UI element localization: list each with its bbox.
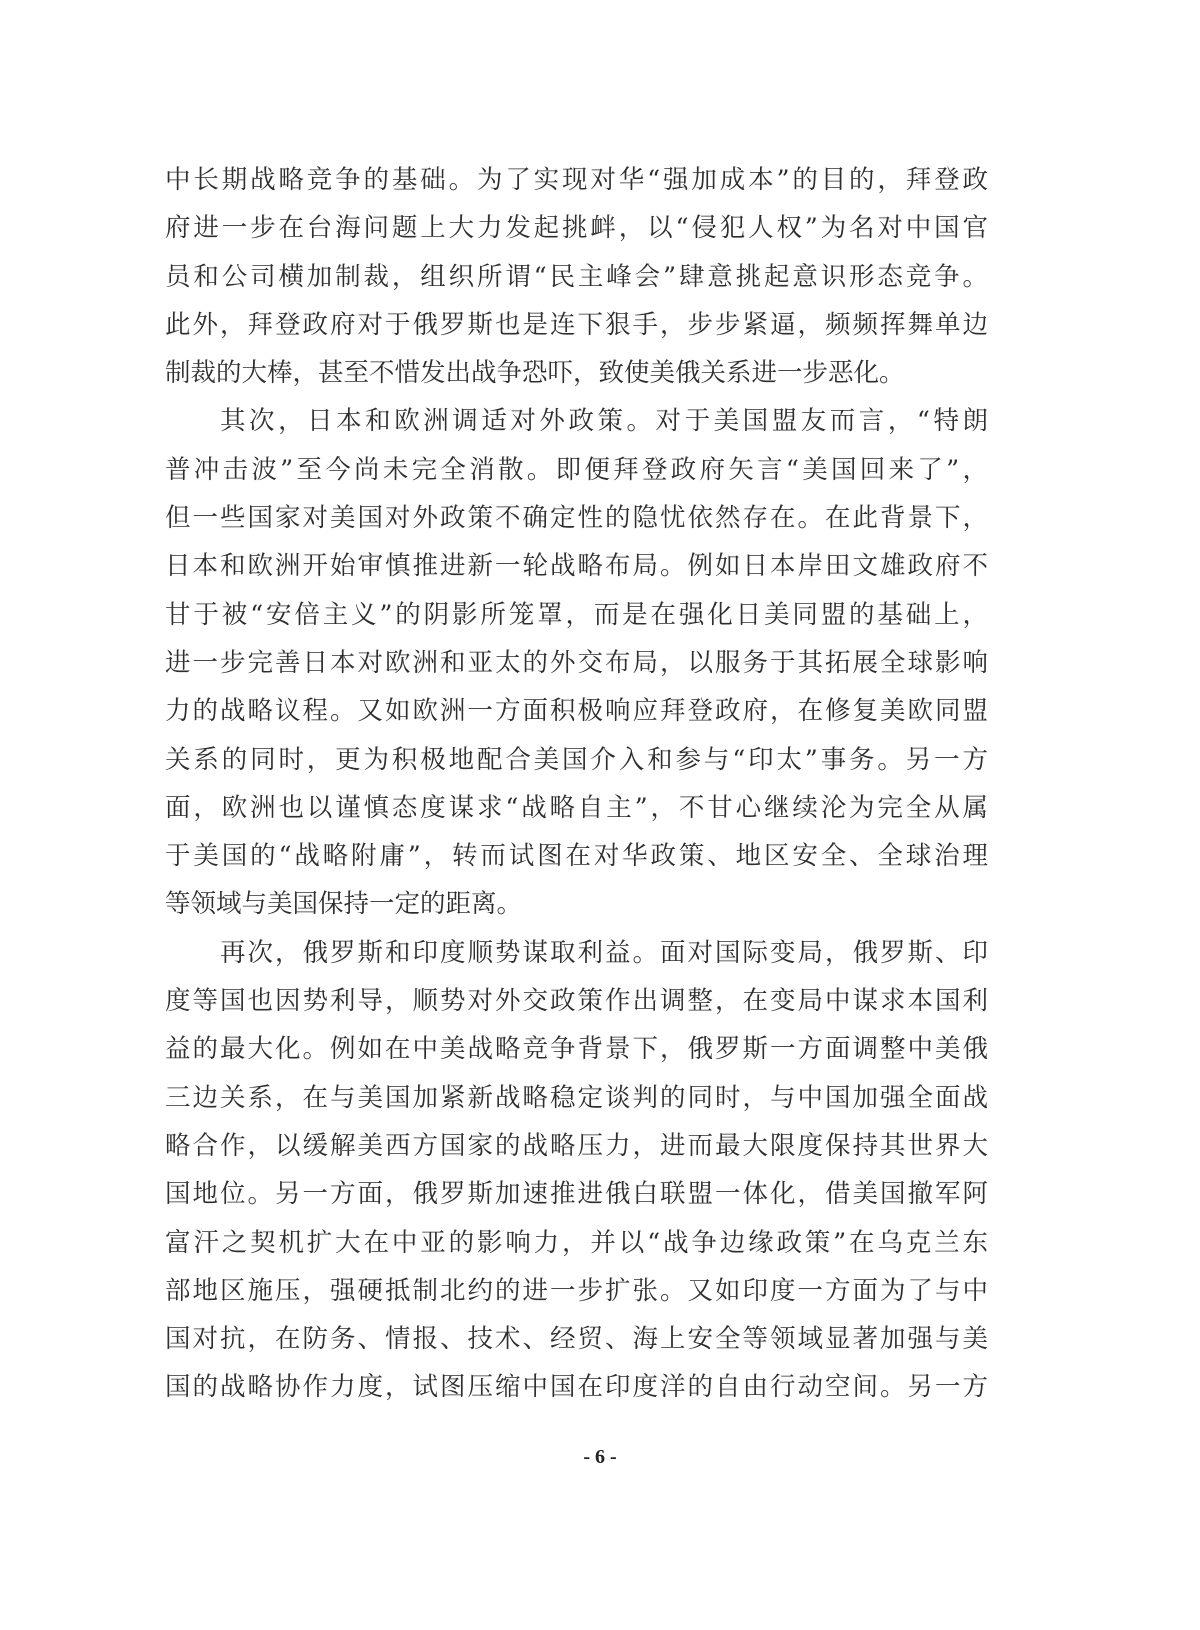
text-line: 再次，俄罗斯和印度顺势谋取利益。面对国际变局，俄罗斯、印	[220, 937, 988, 968]
text-line: 此外，拜登政府对于俄罗斯也是连下狠手，步步紧逼，频频挥舞单边	[165, 309, 988, 340]
text-line: 普冲击波”至今尚未完全消散。即便拜登政府矢言“美国回来了”，	[165, 454, 988, 485]
text-line: 日本和欧洲开始审慎推进新一轮战略布局。例如日本岸田文雄政府不	[165, 551, 988, 582]
text-line: 府进一步在台海问题上大力发起挑衅，以“侵犯人权”为名对中国官	[165, 213, 988, 244]
text-line: 中长期战略竞争的基础。为了实现对华“强加成本”的目的，拜登政	[165, 165, 988, 195]
paragraph	[165, 933, 988, 1416]
text-line: 富汗之契机扩大在中亚的影响力，并以“战争边缘政策”在乌克兰东	[165, 1227, 988, 1258]
text-line: 国的战略协作力度，试图压缩中国在印度洋的自由行动空间。另一方	[165, 1372, 988, 1403]
text-line: 其次，日本和欧洲调适对外政策。对于美国盟友而言，“特朗	[220, 406, 988, 437]
paragraph	[165, 160, 988, 401]
text-line: 略合作，以缓解美西方国家的战略压力，进而最大限度保持其世界大	[165, 1130, 988, 1161]
paragraph	[165, 401, 988, 932]
text-line: 力的战略议程。又如欧洲一方面积极响应拜登政府，在修复美欧同盟	[165, 696, 988, 727]
text-line: 国对抗，在防务、情报、技术、经贸、海上安全等领域显著加强与美	[165, 1324, 988, 1355]
text-line: 面，欧洲也以谨慎态度谋求“战略自主”，不甘心继续沦为完全从属	[165, 792, 988, 823]
text-line: 度等国也因势利导，顺势对外交政策作出调整，在变局中谋求本国利	[165, 986, 988, 1017]
page-number: - 6 -	[583, 1446, 617, 1468]
text-line: 关系的同时，更为积极地配合美国介入和参与“印太”事务。另一方	[165, 744, 988, 775]
text-line: 等领域与美国保持一定的距离。	[165, 889, 523, 920]
text-line: 甘于被“安倍主义”的阴影所笼罩，而是在强化日美同盟的基础上，	[165, 599, 988, 630]
text-line: 益的最大化。例如在中美战略竞争背景下，俄罗斯一方面调整中美俄	[165, 1034, 988, 1065]
text-line: 员和公司横加制裁，组织所谓“民主峰会”肆意挑起意识形态竞争。	[165, 261, 988, 292]
text-line: 三边关系，在与美国加紧新战略稳定谈判的同时，与中国加强全面战	[165, 1082, 988, 1113]
text-line: 进一步完善日本对欧洲和亚太的外交布局，以服务于其拓展全球影响	[165, 647, 988, 678]
text-line: 制裁的大棒，甚至不惜发出战争恐吓，致使美俄关系进一步恶化。	[165, 358, 905, 389]
text-line: 部地区施压，强硬抵制北约的进一步扩张。又如印度一方面为了与中	[165, 1275, 988, 1306]
text-line: 于美国的“战略附庸”，转而试图在对华政策、地区安全、全球治理	[165, 841, 988, 872]
text-line: 但一些国家对美国对外政策不确定性的隐忧依然存在。在此背景下，	[165, 503, 988, 534]
text-line: 国地位。另一方面，俄罗斯加速推进俄白联盟一体化，借美国撤军阿	[165, 1179, 988, 1210]
body-text	[165, 160, 988, 1416]
